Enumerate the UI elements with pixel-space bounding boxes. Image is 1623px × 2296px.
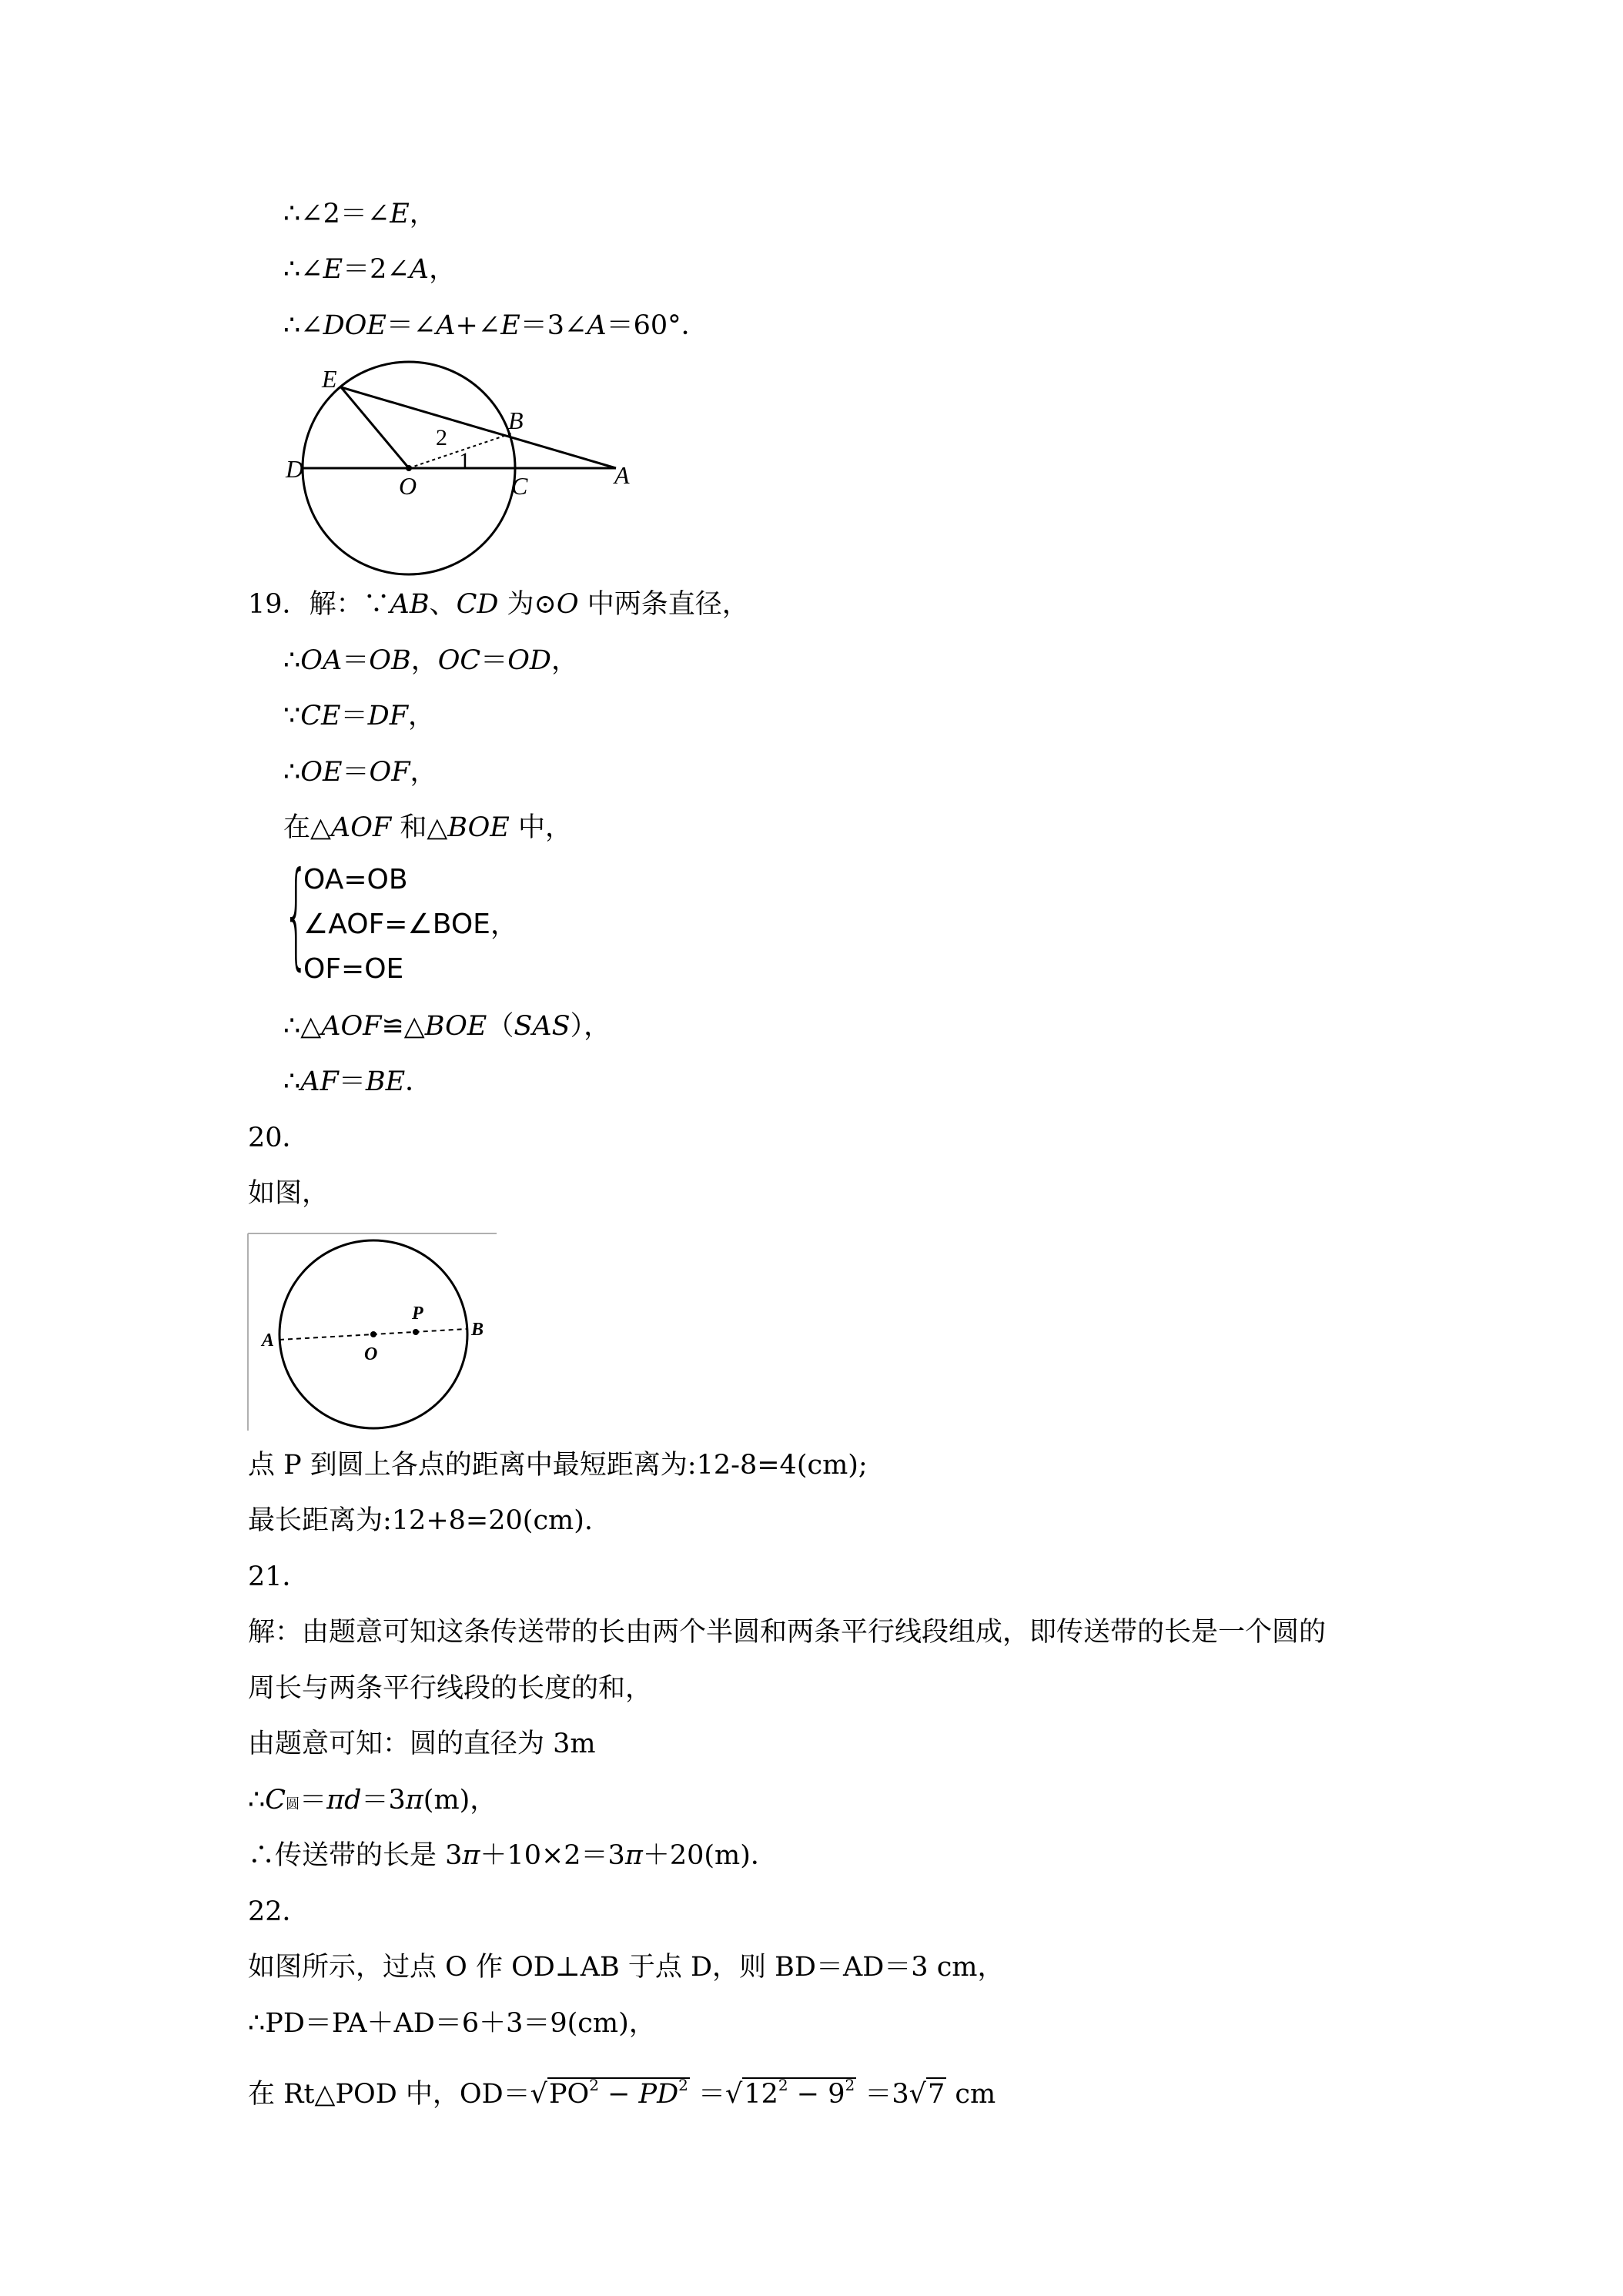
q22-line1: 如图所示，过点 O 作 OD⊥AB 于点 D，则 BD＝AD＝3 cm， (248, 1952, 1005, 1983)
q21-line3: 由题意可知：圆的直径为 3m (248, 1729, 596, 1759)
q20-line2: 最长距离为:12+8=20(cm). (248, 1505, 594, 1536)
q22-number: 22． (248, 1896, 310, 1927)
q20-intro: 如图， (248, 1178, 330, 1209)
circle-figure-q20 (246, 1232, 500, 1432)
label-E: E (322, 365, 337, 393)
q19-line1: 19．解：∵AB、CD 为⊙O 中两条直径， (248, 589, 749, 620)
circle-figure-q18 (285, 354, 639, 577)
label-A: A (614, 461, 630, 489)
sqrt-expression-1: $√PO^2 - PD^2$ (530, 2076, 688, 2110)
line-EO (341, 387, 409, 468)
step-E-eq-2A: ∴∠E＝2∠A， (283, 254, 457, 285)
label-O: O (399, 472, 417, 500)
q19-line5: 在△AOF 和△BOE 中， (283, 812, 572, 843)
label-1: 1 (459, 448, 470, 474)
sqrt-expression-2: $√12^2 - 9^2$ (725, 2076, 855, 2110)
sqrt-expression-3: √7 (909, 2079, 945, 2110)
q21-line5: ∴传送带的长是 3π＋10×2＝3π＋20(m)． (248, 1840, 778, 1871)
q22-line2: ∴PD＝PA＋AD＝6＋3＝9(cm)， (248, 2008, 656, 2039)
label-B: B (471, 1320, 484, 1340)
q20-number: 20． (248, 1123, 310, 1153)
equation-system (283, 848, 561, 996)
q19-line4: ∴OE＝OF， (283, 757, 437, 788)
step-angle2-eq-E: ∴∠2＝∠E， (283, 199, 437, 229)
center-point-o (406, 465, 412, 471)
line-EA (341, 387, 616, 468)
label-2: 2 (436, 425, 447, 450)
system-brace: { (283, 848, 310, 982)
q21-line1: 解：由题意可知这条传送带的长由两个半圆和两条平行线段组成，即传送带的长是一个圆的 (248, 1617, 1327, 1648)
label-P: P (412, 1304, 423, 1324)
q19-line2: ∴OA＝OB，OC＝OD， (283, 645, 578, 676)
label-A: A (262, 1330, 275, 1350)
system-row-1: OA=OB (303, 864, 408, 895)
point-o (370, 1331, 376, 1337)
q19-line3: ∵CE＝DF， (283, 701, 436, 731)
label-D: D (286, 455, 304, 483)
label-B: B (508, 407, 524, 434)
point-p (413, 1329, 419, 1335)
q21-number: 21． (248, 1561, 310, 1592)
step-DOE-eq-60: ∴∠DOE＝∠A+∠E＝3∠A＝60°． (283, 310, 708, 341)
q19-line6: ∴△AOF≌△BOE（SAS）， (283, 1011, 611, 1042)
q21-line4: ∴C圆＝πd＝3π(m)， (248, 1785, 497, 1816)
system-row-3: OF=OE (303, 953, 404, 985)
system-row-2: ∠AOF=∠BOE， (303, 909, 518, 940)
q20-line1: 点 P 到圆上各点的距离中最短距离为:12-8=4(cm); (248, 1450, 868, 1481)
q22-line3: 在 Rt△POD 中，$OD=√PO^2 - PD^2 =√12^2 - 9^2 =3√7$ cm (248, 2076, 996, 2110)
q19-line7: ∴AF＝BE． (283, 1066, 433, 1097)
q21-line2: 周长与两条平行线段的长度的和， (248, 1673, 653, 1704)
label-O: O (364, 1344, 378, 1364)
label-C: C (511, 472, 528, 500)
